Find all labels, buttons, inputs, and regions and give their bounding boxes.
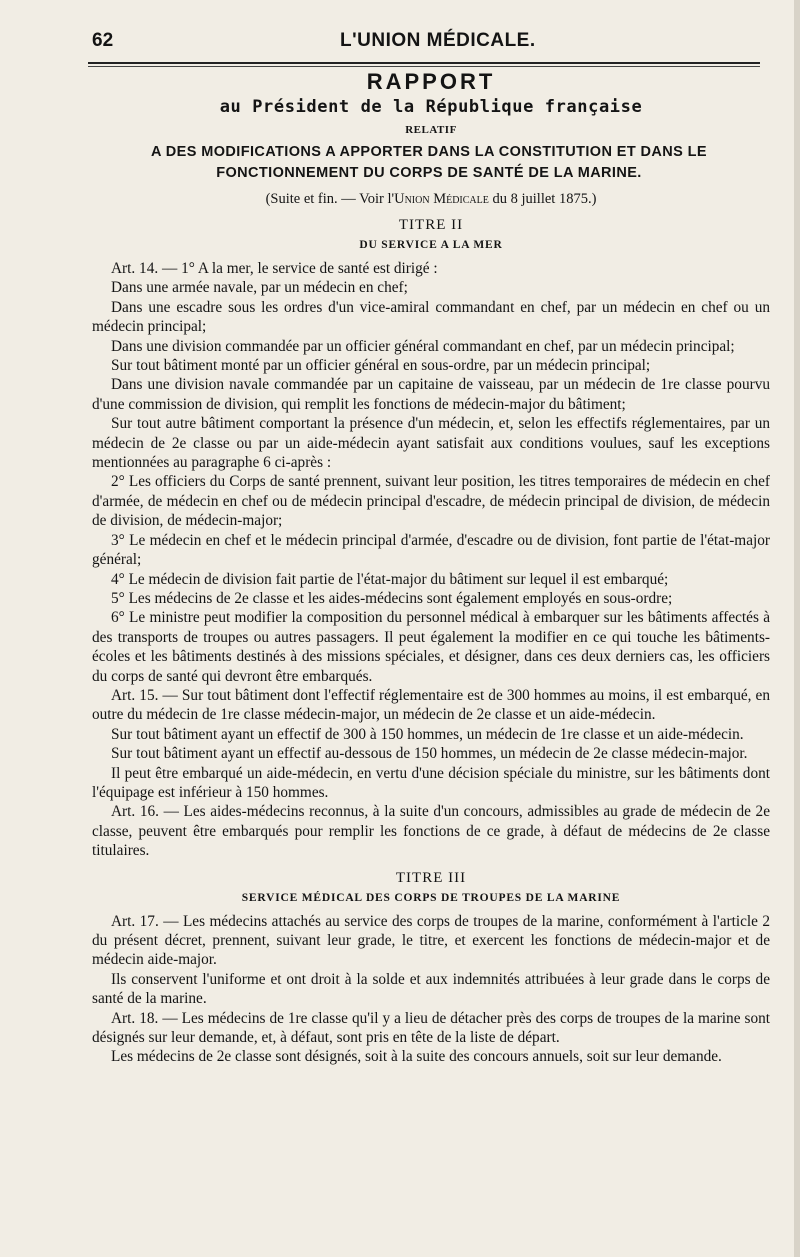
paragraph: Sur tout bâtiment ayant un effectif au-dessous de 150 hommes, un médecin de 2e classe médecin-major. [111, 745, 748, 763]
titre-ii-body [92, 259, 770, 861]
continuation-prefix: (Suite et fin. — Voir l' [265, 191, 395, 207]
titre-ii-subtitle: DU SERVICE A LA MER [359, 239, 503, 251]
paragraph: 4° Le médecin de division fait partie de l'état-major du bâtiment sur lequel il est embarqué; [111, 570, 669, 588]
paragraph: Les médecins de 2e classe sont désignés, soit à la suite des concours annuels, soit sur leur demande. [111, 1048, 722, 1066]
paragraph: Art. 16. — Les aides-médecins reconnus, à la suite d'un concours, admissibles au grade de médecin de 2e classe, peuvent être embarqués pour remplir les fonctions de ce grade, à défaut de médecins de 2e classe titulaires. [92, 803, 770, 860]
paragraph: Ils conservent l'uniforme et ont droit à la solde et aux indemnités attribuées à leur grade dans le corps de santé de la marine. [92, 970, 770, 1008]
header-rule [88, 62, 760, 64]
journal-title: L'UNION MÉDICALE. [340, 30, 536, 51]
continuation-suffix: du 8 juillet 1875.) [488, 191, 597, 207]
paragraph: 6° Le ministre peut modifier la composition du personnel médical à embarquer sur les bâtiments affectés à des transports de troupes ou autres passagers. Il peut également la modifier en ce qui touche les bâtiments-écoles et les bâtiments destinés à des missions spéciales, et désigner, dans ces deux derniers cas, les officiers du corps de santé qui devront être embarqués. [92, 609, 770, 685]
paragraph: Sur tout bâtiment ayant un effectif de 300 à 150 hommes, un médecin de 1re classe et un aide-médecin. [111, 725, 744, 743]
paragraph: Art. 18. — Les médecins de 1re classe qu'il y a lieu de détacher près des corps de troupes de la marine sont désignés sur leur demande, et, à défaut, sont pris en tête de la liste de départ. [92, 1009, 770, 1047]
paragraph: Art. 14. — 1° A la mer, le service de santé est dirigé : [111, 260, 438, 277]
header-rule-thin [88, 66, 760, 67]
report-title: RAPPORT [366, 69, 496, 94]
paragraph: 5° Les médecins de 2e classe et les aides-médecins sont également employés en sous-ordre; [111, 589, 673, 607]
paragraph: Dans une division navale commandée par un capitaine de vaisseau, par un médecin de 1re classe pourvu d'une commission de division, qui remplit les fonctions de médecin-major du bâtiment; [92, 376, 770, 413]
paragraph: Sur tout autre bâtiment comportant la présence d'un médecin, et, selon les effectifs réglementaires, par un médecin de 2e classe ou par un aide-médecin ayant satisfait aux conditions voulues, sauf les exceptions mentionnées au paragraphe 6 ci-après : [92, 415, 770, 472]
running-head [92, 26, 770, 60]
continuation-journal: Union Médicale [394, 191, 489, 207]
paragraph: Art. 15. — Sur tout bâtiment dont l'effectif réglementaire est de 300 hommes au moins, il est embarqué, en outre du médecin de 1re classe médecin-major, un médecin de 2e classe et un aide-médecin. [92, 686, 770, 724]
page-edge [794, 0, 800, 1257]
report-subject: A DES MODIFICATIONS A APPORTER DANS LA CONSTITUTION ET DANS LE FONCTIONNEMENT DU CORPS DE SANTÉ DE LA MARINE. [151, 144, 707, 181]
paragraph: Dans une division commandée par un officier général commandant en chef, par un médecin principal; [111, 337, 735, 355]
report-addressee: au Président de la République française [219, 97, 643, 117]
titre-iii-body [92, 912, 770, 1067]
titre-iii-heading: TITRE III [395, 869, 467, 886]
paragraph: Dans une escadre sous les ordres d'un vice-amiral commandant en chef, par un médecin en chef ou un médecin principal; [92, 298, 770, 336]
paragraph: Sur tout bâtiment monté par un officier général en sous-ordre, par un médecin principal; [111, 357, 651, 375]
paragraph: Dans une armée navale, par un médecin en chef; [111, 279, 408, 297]
titre-iii-subtitle: SERVICE MÉDICAL DES CORPS DE TROUPES DE LA MARINE [241, 891, 621, 904]
paragraph: Il peut être embarqué un aide-médecin, en vertu d'une décision spéciale du ministre, sur les bâtiments dont l'équipage est inférieur à 150 hommes. [92, 764, 770, 801]
paragraph: 2° Les officiers du Corps de santé prennent, suivant leur position, les titres temporaires de médecin en chef d'armée, de médecin en chef ou de médecin principal d'escadre, de médecin principal de division, de médecin de division, de médecin-major; [92, 473, 770, 530]
paragraph: Art. 17. — Les médecins attachés au service des corps de troupes de la marine, conformément à l'article 2 du présent décret, prennent, suivant leur grade, le titre, et exercent les fonctions de médecin-major et de médecin aide-major. [92, 912, 770, 969]
titre-ii-heading: TITRE II [398, 217, 464, 233]
report-relatif: RELATIF [405, 124, 457, 136]
paragraph: 3° Le médecin en chef et le médecin principal d'armée, d'escadre ou de division, font partie de l'état-major général; [92, 531, 770, 569]
continuation-note [92, 191, 770, 208]
page-number: 62 [92, 30, 114, 51]
